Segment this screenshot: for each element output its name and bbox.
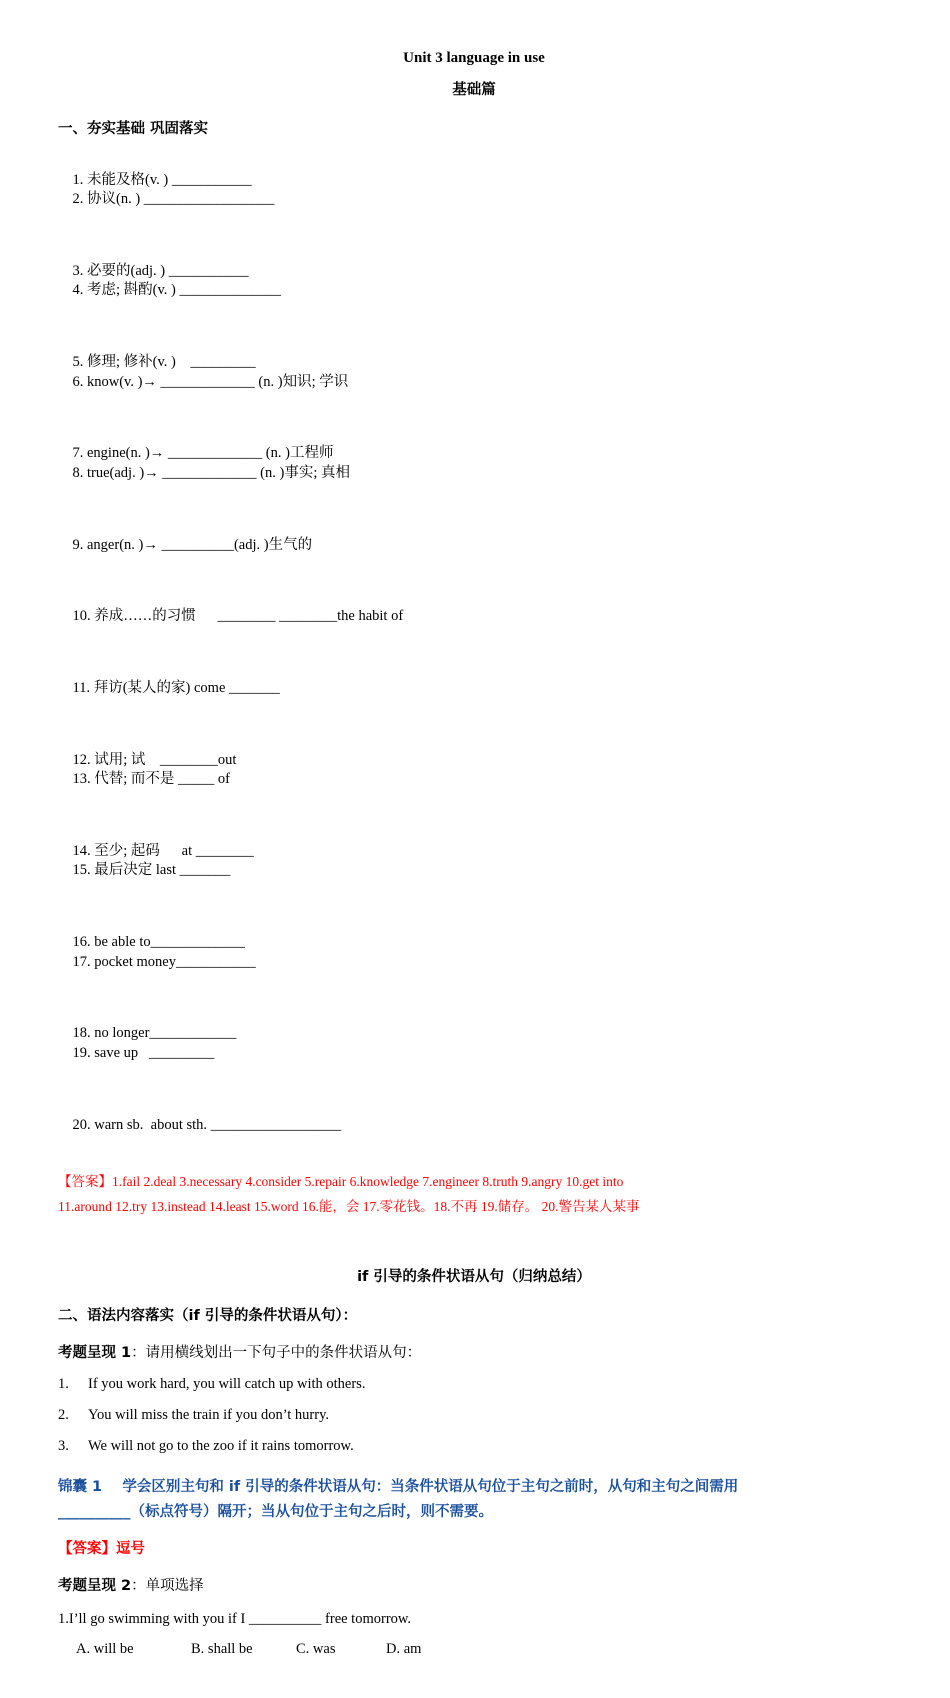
vocab-item: 12. 试用; 试 ________out <box>72 751 237 768</box>
tip-block <box>58 1475 890 1526</box>
vocab-row <box>58 731 890 809</box>
grammar-section-title: if 引导的条件状语从句（归纳总结） <box>357 1268 591 1285</box>
list-item-text: If you work hard, you will catch up with others. <box>88 1375 366 1392</box>
mcq-option-c[interactable]: C. was <box>296 1641 336 1658</box>
vocab-row <box>58 516 890 575</box>
vocab-item: 11. 拜访(某人的家) come _______ <box>72 679 280 696</box>
mcq-option-b[interactable]: B. shall be <box>191 1641 253 1658</box>
prompt-2 <box>58 1574 890 1595</box>
vocab-item: 5. 修理; 修补(v. ) _________ <box>72 354 256 371</box>
list-item-text: We will not go to the zoo if it rains tomorrow. <box>88 1437 354 1454</box>
vocab-item: 3. 必要的(adj. ) ___________ <box>72 262 249 279</box>
vocab-item: 8. true(adj. )→ _____________ (n. )事实; 真相 <box>72 464 350 481</box>
vocab-item: 20. warn sb. about sth. __________________ <box>72 1116 342 1133</box>
vocab-item: 14. 至少; 起码 at ________ <box>72 842 254 859</box>
vocab-row <box>58 334 890 412</box>
vocab-row <box>58 822 890 900</box>
vocab-item: 16. be able to_____________ <box>72 934 245 951</box>
page-subtitle: 基础篇 <box>452 82 496 98</box>
list-item <box>58 1376 890 1393</box>
vocab-row <box>58 1005 890 1083</box>
prompt-2-text: ：单项选择 <box>131 1578 204 1595</box>
prompt-1-label: 考题呈现 1 <box>58 1344 132 1361</box>
vocab-item: 15. 最后决定 last _______ <box>72 862 231 879</box>
vocab-row <box>58 588 890 647</box>
tip-line-1: 学会区别主句和 if 引导的条件状语从句：当条件状语从句位于主句之前时，从句和主句之间需用 <box>122 1478 739 1495</box>
vocab-item: 4. 考虑; 斟酌(v. ) ______________ <box>72 282 281 299</box>
vocab-row <box>58 914 890 992</box>
vocab-item: 6. know(v. )→ _____________ (n. )知识; 学识 <box>72 373 349 390</box>
tip-line-2: __________（标点符号）隔开；当从句位于主句之后时，则不需要。 <box>58 1504 493 1520</box>
list-item-text: You will miss the train if you don’t hurry. <box>88 1406 329 1423</box>
section-2-heading: 二、语法内容落实（if 引导的条件状语从句）： <box>58 1307 358 1324</box>
answer-label: 【答案】 <box>58 1173 112 1190</box>
list-item-number: 1. <box>58 1375 69 1392</box>
vocab-row <box>58 659 890 718</box>
vocab-item: 18. no longer____________ <box>72 1025 237 1042</box>
vocab-item: 9. anger(n. )→ __________(adj. )生气的 <box>72 536 313 553</box>
answer-block <box>58 1171 890 1219</box>
answer-line-2: 11.around 12.try 13.instead 14.least 15.word 16.能，会 17.零花钱。18.不再 19.储存。 20.警告某人某事 <box>58 1198 640 1214</box>
list-item <box>58 1438 890 1455</box>
tip-answer <box>58 1537 890 1558</box>
mcq-option-a[interactable]: A. will be <box>76 1641 134 1658</box>
vocab-row <box>58 151 890 229</box>
vocab-item: 10. 养成……的习惯 ________ ________the habit of <box>72 608 404 625</box>
list-item-number: 2. <box>58 1406 69 1423</box>
prompt-1-text: ：请用横线划出一下句子中的条件状语从句： <box>131 1344 422 1361</box>
tip-answer-value: 逗号 <box>116 1541 145 1558</box>
vocab-row <box>58 242 890 320</box>
page-title: Unit 3 language in use <box>403 50 545 66</box>
tip-answer-label: 【答案】 <box>58 1541 116 1558</box>
list-item <box>58 1407 890 1424</box>
mcq-question: 1.I’ll go swimming with you if I __________ free tomorrow. <box>58 1611 412 1628</box>
mcq-option-d[interactable]: D. am <box>386 1641 422 1658</box>
mcq-options <box>58 1641 890 1658</box>
tip-label: 锦囊 1 <box>58 1478 103 1495</box>
list-item-number: 3. <box>58 1437 69 1454</box>
vocab-item: 7. engine(n. )→ _____________ (n. )工程师 <box>72 445 334 462</box>
answer-line-1: 1.fail 2.deal 3.necessary 4.consider 5.repair 6.knowledge 7.engineer 8.truth 9.angry 10.get into <box>112 1173 624 1189</box>
prompt-2-label: 考题呈现 2 <box>58 1578 132 1595</box>
vocab-item: 1. 未能及格(v. ) ___________ <box>72 171 252 188</box>
vocab-item: 2. 协议(n. ) __________________ <box>72 191 275 208</box>
vocab-item: 13. 代替; 而不是 _____ of <box>72 771 230 788</box>
vocab-item: 19. save up _________ <box>72 1044 215 1061</box>
vocab-row <box>58 1096 890 1155</box>
section-1-heading: 一、夯实基础 巩固落实 <box>58 121 209 137</box>
vocab-row <box>58 425 890 503</box>
vocab-item: 17. pocket money___________ <box>72 953 256 970</box>
